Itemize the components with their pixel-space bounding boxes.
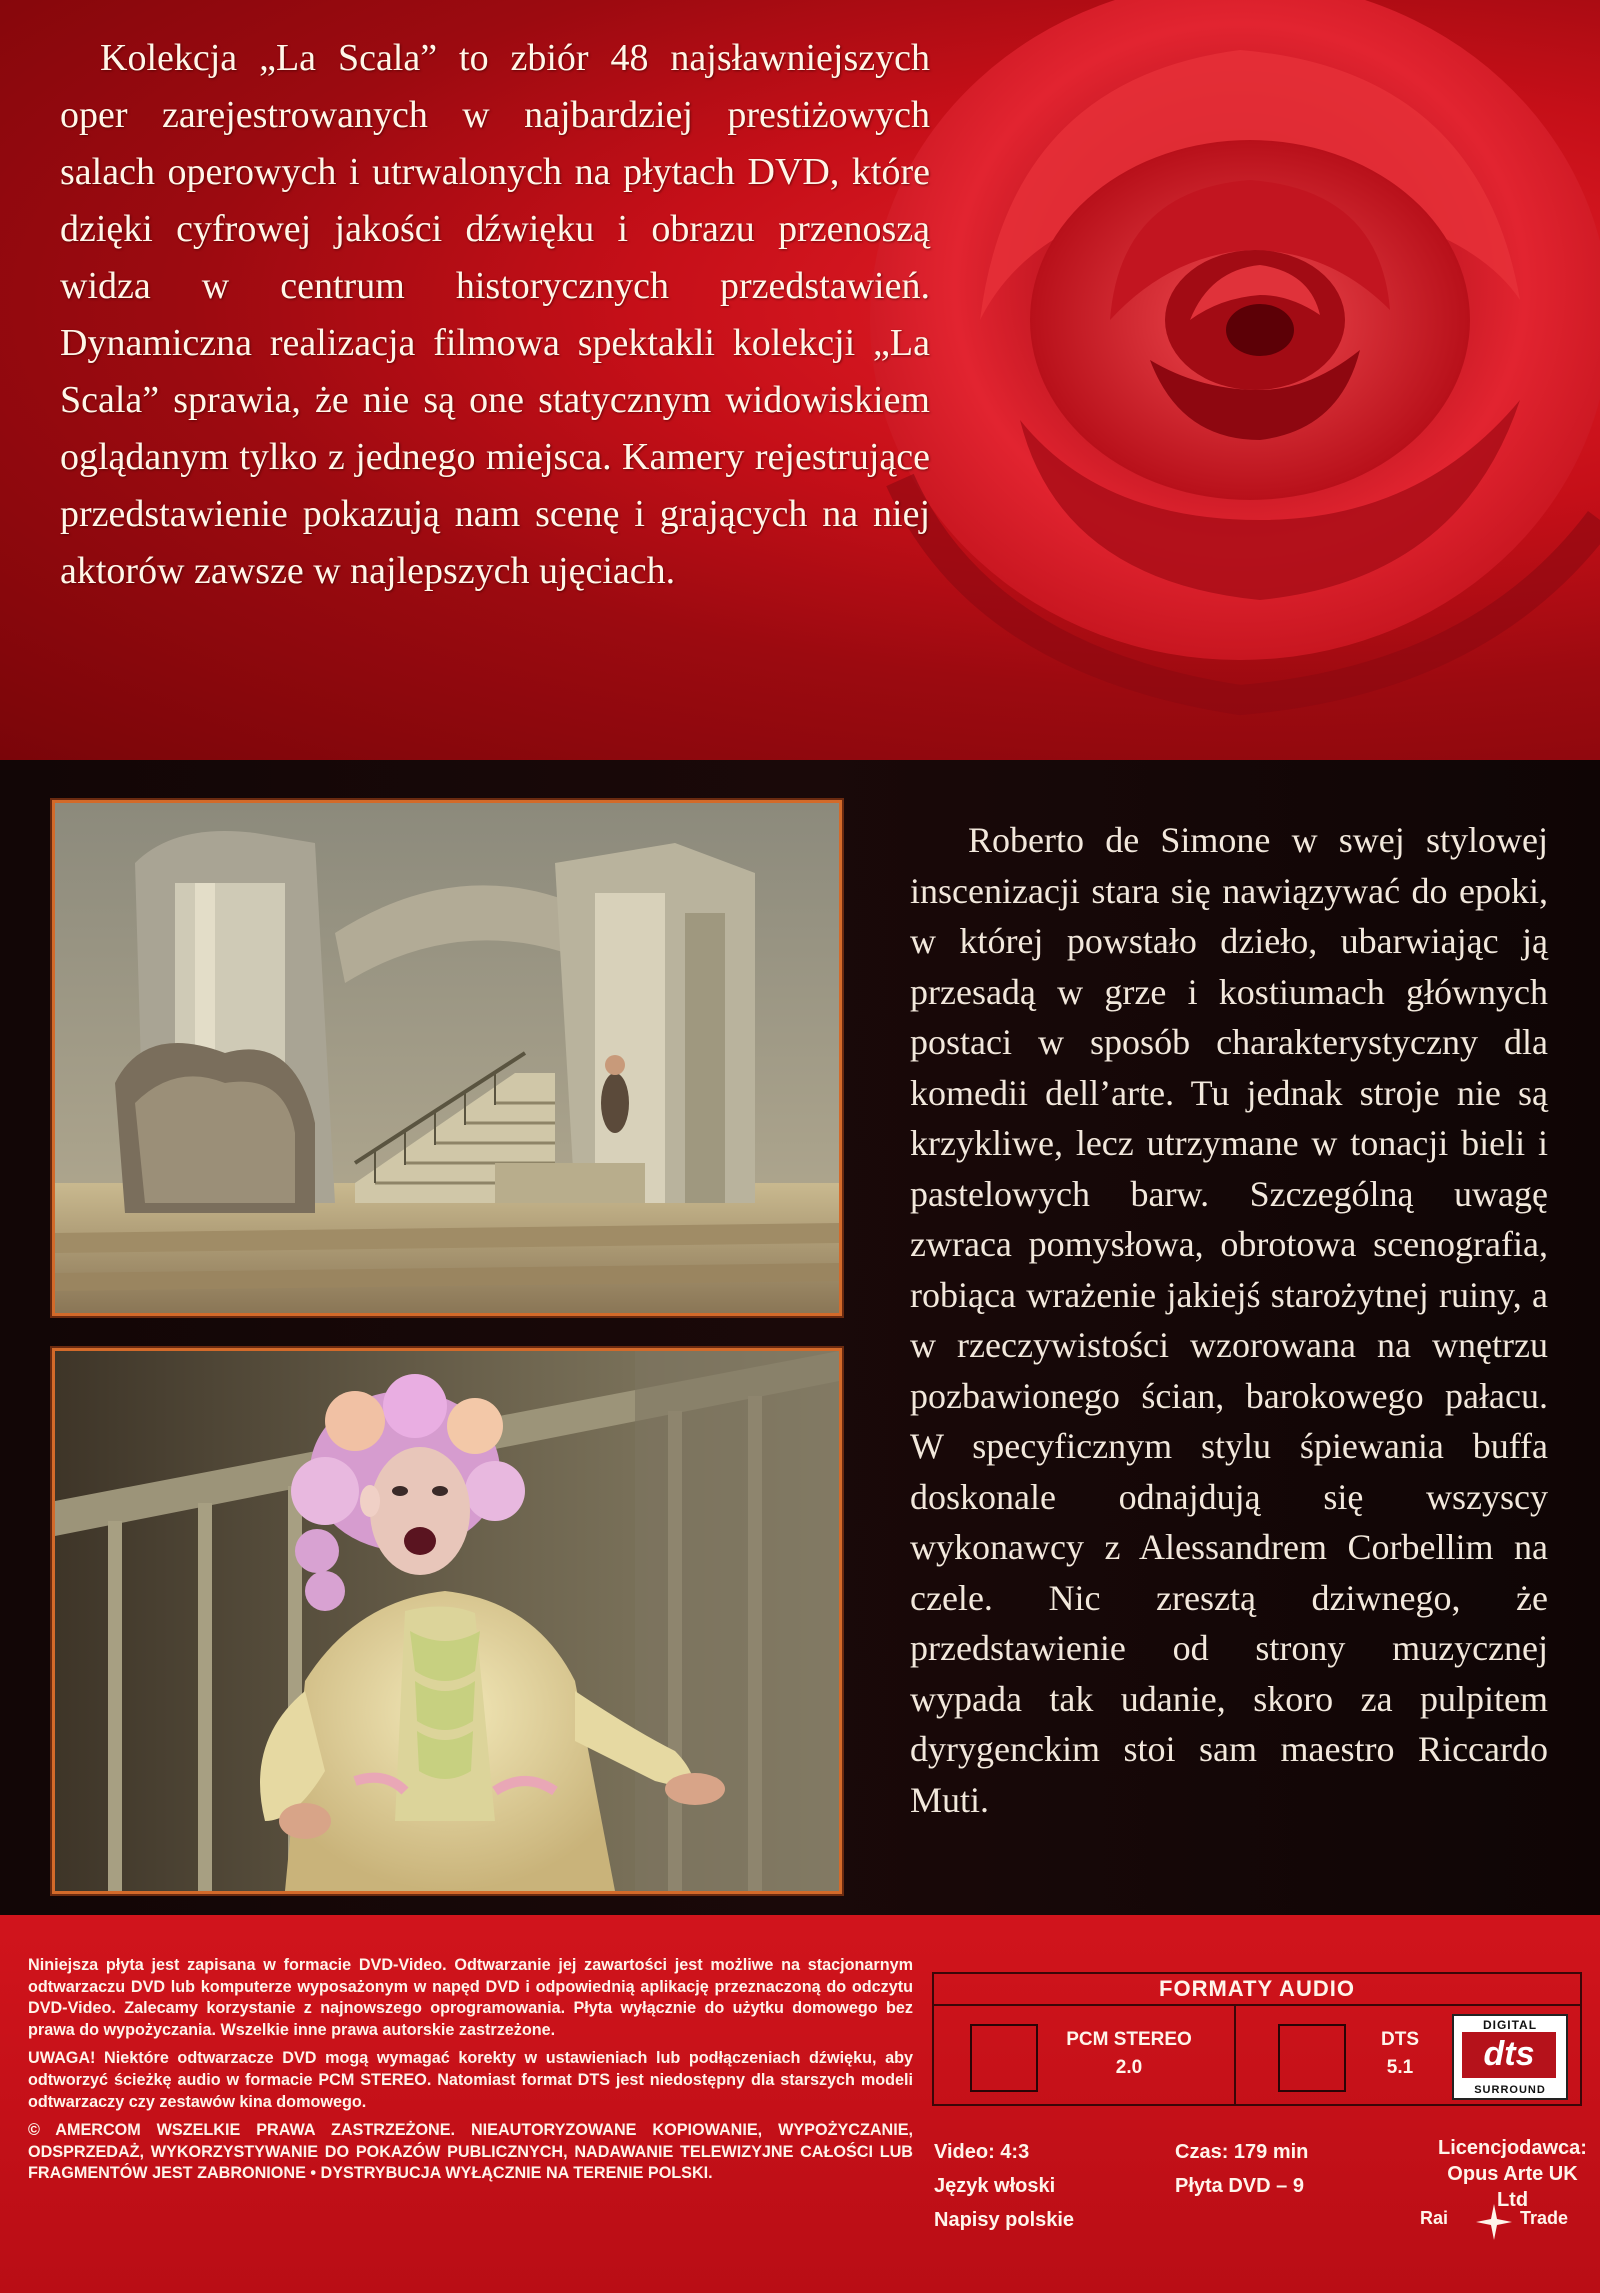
legal-notice <box>28 1955 913 2192</box>
subtitles: Napisy polskie <box>934 2209 1075 2231</box>
intro-text <box>60 30 930 600</box>
description-paragraph: Roberto de Simone w swej stylowej inscenizacji stara się nawiązywać do epoki, w której powstało dzieło, ubarwiając ją przesadą w grze i kostiumach głównych postaci w sposób charakterystyczny dla komedii dell’arte. Tu jednak stroje nie są krzykliwe, lecz utrzymane w tonacji bieli i pastelowych barw. Szczególną uwagę zwraca pomysłowa, obrotowa scenografia, robiąca wrażenie jakiejś starożytnej ruiny, a w rzeczywistości wzorowana na wnętrzu pozbawionego ścian, barokowego pałacu. W specyficznym stylu śpiewania buffa doskonale odnajdują się wszyscy wykonawcy z Alessandrem Corbellim na czele. Nic zresztą dziwnego, że przedstawienie od strony muzycznej wypada tak udanie, skoro za pulpitem dyrygenckim stoi sam maestro Riccardo Muti. <box>910 820 1548 1820</box>
dts-logo-top: DIGITAL <box>1482 2018 1538 2032</box>
rose-image <box>860 0 1600 720</box>
surround-icon <box>1278 2024 1346 2092</box>
pcm-format-channels: 2.0 <box>1115 2057 1143 2078</box>
pcm-format <box>1054 2026 1204 2082</box>
audio-formats-title: FORMATY AUDIO <box>934 1974 1580 2006</box>
intro-section <box>0 0 1600 760</box>
technical-info-section <box>0 1915 1600 2293</box>
disc-type: Płyta DVD – 9 <box>1175 2175 1304 2197</box>
legal-format-note: Niniejsza płyta jest zapisana w formacie DVD-Video. Odtwarzanie jej zawartości jest możliwe na stacjonarnym odtwarzaczu DVD lub komputerze wyposażonym w napęd DVD i odpowiednią aplikację przeznaczoną do odczytu DVD-Video. Zalecamy korzystanie z najnowszego oprogramowania. Płyta wyłącznie do użytku domowego bez prawa do wypożyczania. Wszelkie inne prawa autorskie zastrzeżone. <box>28 1956 913 2039</box>
description-text <box>910 815 1548 1825</box>
audio-divider <box>1234 2006 1236 2104</box>
stage-set-photo <box>52 800 842 1316</box>
stereo-icon <box>970 2024 1038 2092</box>
trade-logo-text: Trade <box>1520 2208 1569 2228</box>
singer-photo <box>52 1348 842 1894</box>
legal-copyright: © AMERCOM WSZELKIE PRAWA ZASTRZEŻONE. NIEAUTORYZOWANE KOPIOWANIE, WYPOŻYCZANIE, ODSPRZEDAŻ, WYKORZYSTYWANIE DO POKAZÓW PUBLICZNYCH, NADAWANIE TELEWIZYJNE CAŁOŚCI LUB FRAGMENTÓW JEST ZABRONIONE • DYSTRYBUCJA WYŁĄCZNIE NA TERENIE POLSKI. <box>28 2121 913 2183</box>
dts-format-channels: 5.1 <box>1386 2057 1414 2078</box>
specs-video-language <box>934 2135 1074 2237</box>
licensor-label: Licencjodawca: <box>1438 2137 1587 2159</box>
dts-logo-mid: dts <box>1462 2032 1556 2078</box>
dts-logo-bottom: SURROUND <box>1474 2084 1546 2096</box>
legal-warning: UWAGA! Niektóre odtwarzacze DVD mogą wymagać korekty w ustawieniach lub podłączeniach dźwięku, aby odtworzyć ścieżkę audio w formacie PCM STEREO. Natomiast format DTS jest niedostępny dla starszych modeli odtwarzaczy czy zestawów kina domowego. <box>28 2049 913 2111</box>
rai-logo-text: Rai <box>1420 2208 1449 2228</box>
duration: Czas: 179 min <box>1175 2141 1309 2163</box>
specs-duration-disc <box>1175 2135 1308 2203</box>
rai-trade-logo <box>1418 2202 1598 2242</box>
audio-formats-box <box>932 1972 1582 2106</box>
licensor-name: Opus Arte UK Ltd <box>1447 2163 1578 2211</box>
dts-digital-surround-logo <box>1452 2014 1568 2100</box>
audio-language: Język włoski <box>934 2175 1056 2197</box>
star-icon <box>1474 2202 1514 2242</box>
intro-paragraph: Kolekcja „La Scala” to zbiór 48 najsławniejszych oper zarejestrowanych w najbardziej prestiżowych salach operowych i utrwalonych na płytach DVD, które dzięki cyfrowej jakości dźwięku i obrazu przenoszą widza w centrum historycznych przedstawień. Dynamiczna realizacja filmowa spektakli kolekcji „La Scala” sprawia, że nie są one statycznym widowiskiem oglądanym tylko z jednego miejsca. Kamery rejestrujące przedstawienie pokazują nam scenę i grających na niej aktorów zawsze w najlepszych ujęciach. <box>60 37 930 592</box>
video-format: Video: 4:3 <box>934 2141 1030 2163</box>
dts-format <box>1350 2026 1450 2082</box>
pcm-format-name: PCM STEREO <box>1066 2029 1192 2050</box>
dts-format-name: DTS <box>1381 2029 1419 2050</box>
description-section <box>0 760 1600 1915</box>
